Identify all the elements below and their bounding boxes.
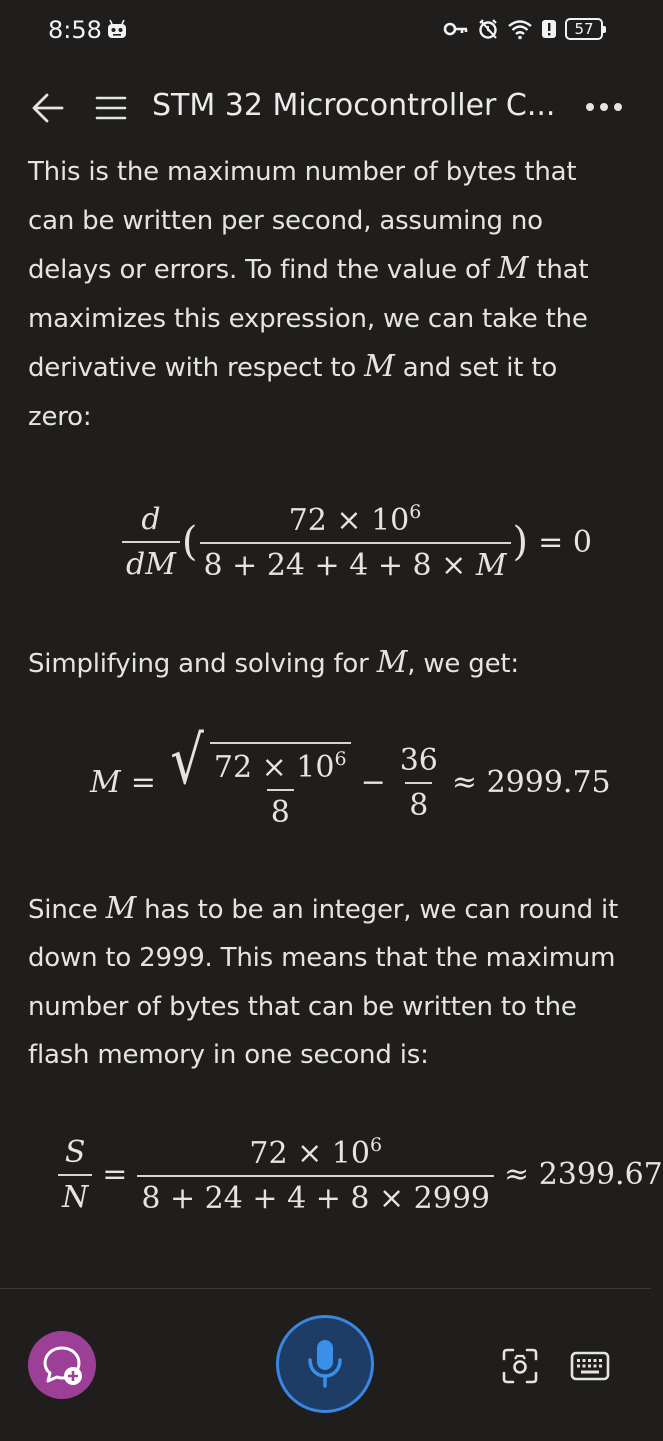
exponent: 6 — [334, 747, 347, 770]
minus-sign: − — [360, 765, 386, 800]
conversation-title[interactable]: STM 32 Microcontroller C... — [152, 88, 556, 123]
text-span: Since — [28, 894, 106, 925]
fraction-denominator: 8 — [267, 789, 294, 830]
math-variable: M — [105, 890, 137, 926]
fraction-denominator: dM — [122, 541, 180, 582]
close-paren: ) — [512, 519, 529, 565]
derivative-equation — [122, 497, 628, 587]
voice-input-button[interactable] — [276, 1315, 374, 1413]
microphone-icon — [279, 1318, 371, 1410]
square-root — [166, 721, 351, 830]
denominator-text: 8 + 24 + 4 + 8 × — [203, 548, 476, 583]
radicand — [210, 742, 351, 830]
status-icons — [443, 18, 603, 40]
solution-equation — [90, 721, 628, 833]
fraction-numerator: 36 — [399, 742, 438, 778]
equals-sign: = — [102, 1157, 128, 1192]
rate-fraction — [200, 501, 511, 583]
math-variable: M — [475, 548, 507, 583]
alert-icon — [541, 18, 557, 40]
bottom-action-bar — [0, 1288, 651, 1441]
text-span: , we get: — [407, 649, 519, 679]
camera-scan-icon[interactable] — [501, 1347, 539, 1385]
math-variable: M — [364, 349, 395, 384]
d-dm-fraction — [122, 502, 180, 582]
keyboard-icon[interactable] — [570, 1351, 610, 1381]
battery-level: 57 — [574, 20, 594, 38]
message-paragraph — [28, 639, 628, 689]
text-span: that maximizes this expression, we can take the derivative with respect to — [28, 255, 589, 383]
message-paragraph — [28, 885, 628, 1080]
vpn-key-icon — [443, 18, 469, 40]
radical-sign: √ — [170, 721, 204, 799]
fraction-denominator — [200, 542, 511, 583]
root-fraction — [210, 748, 351, 830]
exponent: 6 — [369, 1133, 383, 1156]
throughput-fraction — [137, 1134, 494, 1216]
fraction-numerator: d — [141, 502, 161, 537]
open-paren: ( — [181, 519, 198, 565]
s-over-n-fraction — [58, 1135, 92, 1215]
hamburger-menu-icon[interactable] — [94, 92, 128, 124]
numerator-base: 72 × 10 — [249, 1135, 370, 1171]
chat-message — [28, 148, 663, 1288]
text-span: This is the maximum number of bytes that can be written per second, assuming no delays or errors. To find the value of — [28, 157, 577, 285]
fraction-denominator: N — [58, 1174, 92, 1215]
offset-fraction — [396, 743, 442, 823]
back-arrow-icon[interactable] — [30, 90, 66, 126]
fraction-numerator: S — [64, 1134, 86, 1170]
exponent: 6 — [409, 501, 422, 523]
battery-icon — [565, 18, 603, 40]
fraction-denominator: 8 + 24 + 4 + 8 × 2999 — [137, 1175, 494, 1216]
alarm-icon — [477, 18, 499, 40]
equation-result: ≈ 2399.67 — [504, 1157, 663, 1192]
fraction-numerator — [285, 501, 426, 542]
wifi-icon — [507, 18, 533, 40]
status-bar — [0, 0, 651, 66]
status-time: 8:58 — [48, 16, 102, 44]
new-chat-button[interactable] — [28, 1331, 96, 1399]
throughput-equation — [58, 1130, 663, 1220]
new-chat-icon — [28, 1331, 96, 1399]
math-variable: M — [376, 645, 408, 680]
text-span: Simplifying and solving for — [28, 649, 377, 679]
fraction-numerator — [210, 748, 351, 789]
app-header — [0, 72, 651, 142]
equation-lhs: M — [90, 765, 121, 800]
more-dots-icon[interactable] — [584, 94, 624, 120]
numerator-base: 72 × 10 — [213, 749, 335, 785]
text-span: and set it to zero: — [28, 353, 558, 432]
equals-sign: = — [130, 765, 156, 800]
fraction-numerator — [245, 1134, 386, 1175]
numerator-base: 72 × 10 — [288, 503, 410, 538]
message-paragraph — [28, 148, 628, 441]
equation-rhs: = 0 — [538, 524, 592, 560]
android-debug-icon — [106, 19, 128, 41]
fraction-denominator: 8 — [405, 782, 432, 823]
math-variable: M — [497, 251, 529, 286]
equation-result: ≈ 2999.75 — [451, 765, 611, 800]
text-span: has to be an integer, we can round it down to 2999. This means that the maximum number of bytes that can be written to the flash memory in one second is: — [28, 894, 619, 1070]
